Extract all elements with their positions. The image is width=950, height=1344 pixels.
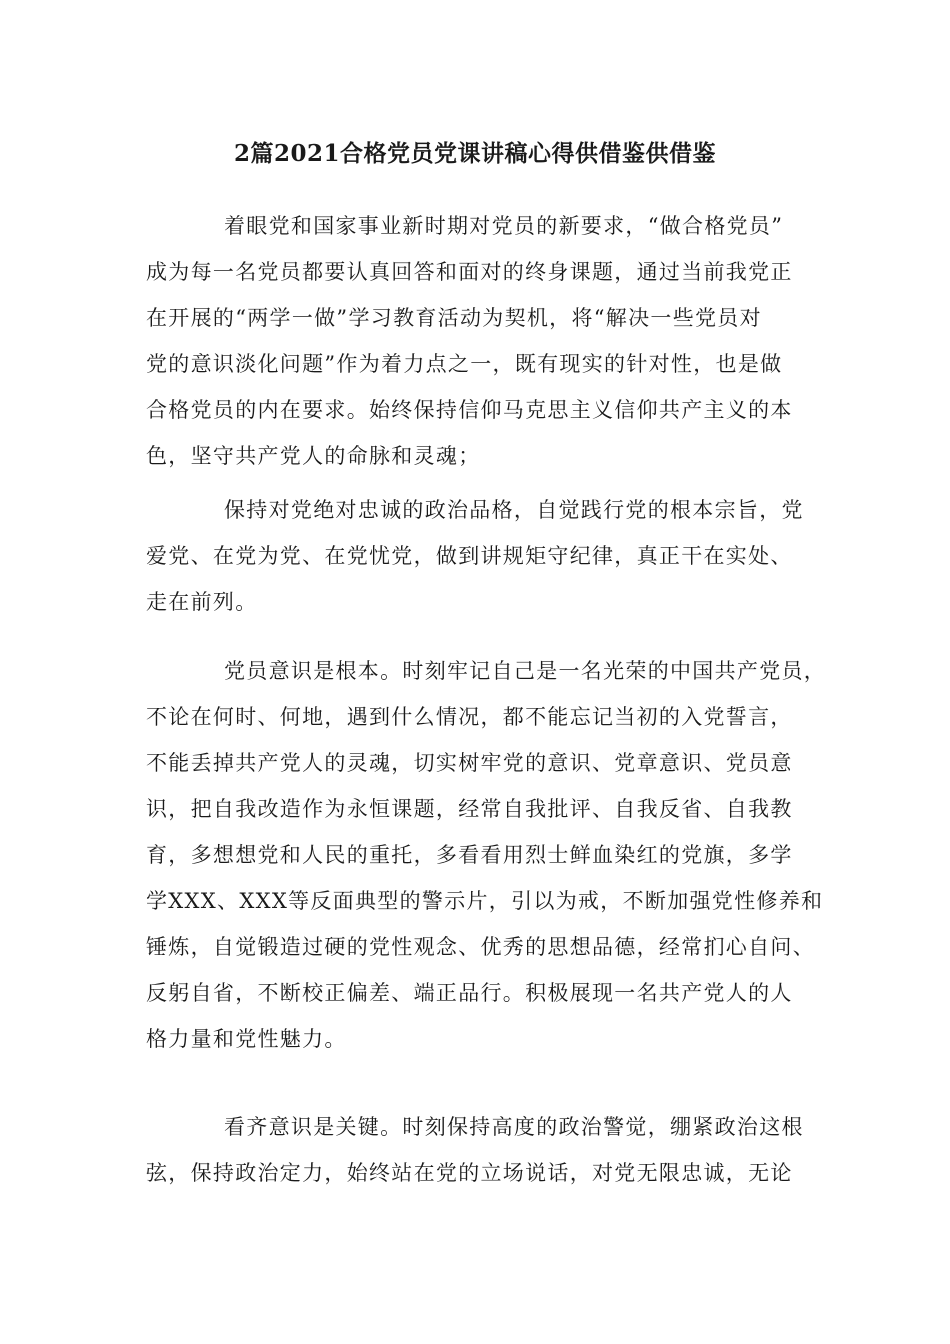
text-line: 党员意识是根本。时刻牢记自己是一名光荣的中国共产党员，: [224, 659, 827, 683]
text-line: 育，多想想党和人民的重托，多看看用烈士鲜血染红的党旗，多学: [146, 843, 793, 867]
document-title: 2篇2021合格党员党课讲稿心得供借鉴供借鉴: [233, 140, 717, 167]
text-line: 反躬自省，不断校正偏差、端正品行。积极展现一名共产党人的人: [146, 981, 793, 1005]
paragraph-3: [146, 648, 827, 1062]
text-line: 着眼党和国家事业新时期对党员的新要求，“做合格党员”: [224, 214, 784, 238]
paragraph-4: [146, 1104, 810, 1196]
text-line: 合格党员的内在要求。始终保持信仰马克思主义信仰共产主义的本: [146, 398, 793, 422]
text-line: 识，把自我改造作为永恒课题，经常自我批评、自我反省、自我教: [146, 797, 793, 821]
text-line: 不论在何时、何地，遇到什么情况，都不能忘记当初的入党誓言，: [146, 705, 793, 729]
text-line: 爱党、在党为党、在党忧党，做到讲规矩守纪律，真正干在实处、: [146, 544, 793, 568]
text-line: 弦，保持政治定力，始终站在党的立场说话，对党无限忠诚，无论: [146, 1161, 793, 1185]
paragraph-1: [146, 203, 810, 479]
text-line: 不能丢掉共产党人的灵魂，切实树牢党的意识、党章意识、党员意: [146, 751, 793, 775]
text-line: 格力量和党性魅力。: [146, 1027, 347, 1051]
paragraph-2: [146, 487, 810, 625]
text-line: 看齐意识是关键。时刻保持高度的政治警觉，绷紧政治这根: [224, 1115, 804, 1139]
text-line: 成为每一名党员都要认真回答和面对的终身课题，通过当前我党正: [146, 260, 793, 284]
text-line: 学XXX、XXX等反面典型的警示片，引以为戒，不断加强党性修养和: [146, 889, 824, 913]
text-line: 党的意识淡化问题”作为着力点之一，既有现实的针对性，也是做: [146, 352, 783, 376]
text-line: 色，坚守共产党人的命脉和灵魂；: [146, 444, 481, 468]
text-line: 走在前列。: [146, 590, 258, 614]
text-line: 保持对党绝对忠诚的政治品格，自觉践行党的根本宗旨，党: [224, 498, 804, 522]
text-line: 在开展的“两学一做”学习教育活动为契机，将“解决一些党员对: [146, 306, 762, 330]
text-line: 锤炼，自觉锻造过硬的党性观念、优秀的思想品德，经常扪心自问、: [146, 935, 815, 959]
